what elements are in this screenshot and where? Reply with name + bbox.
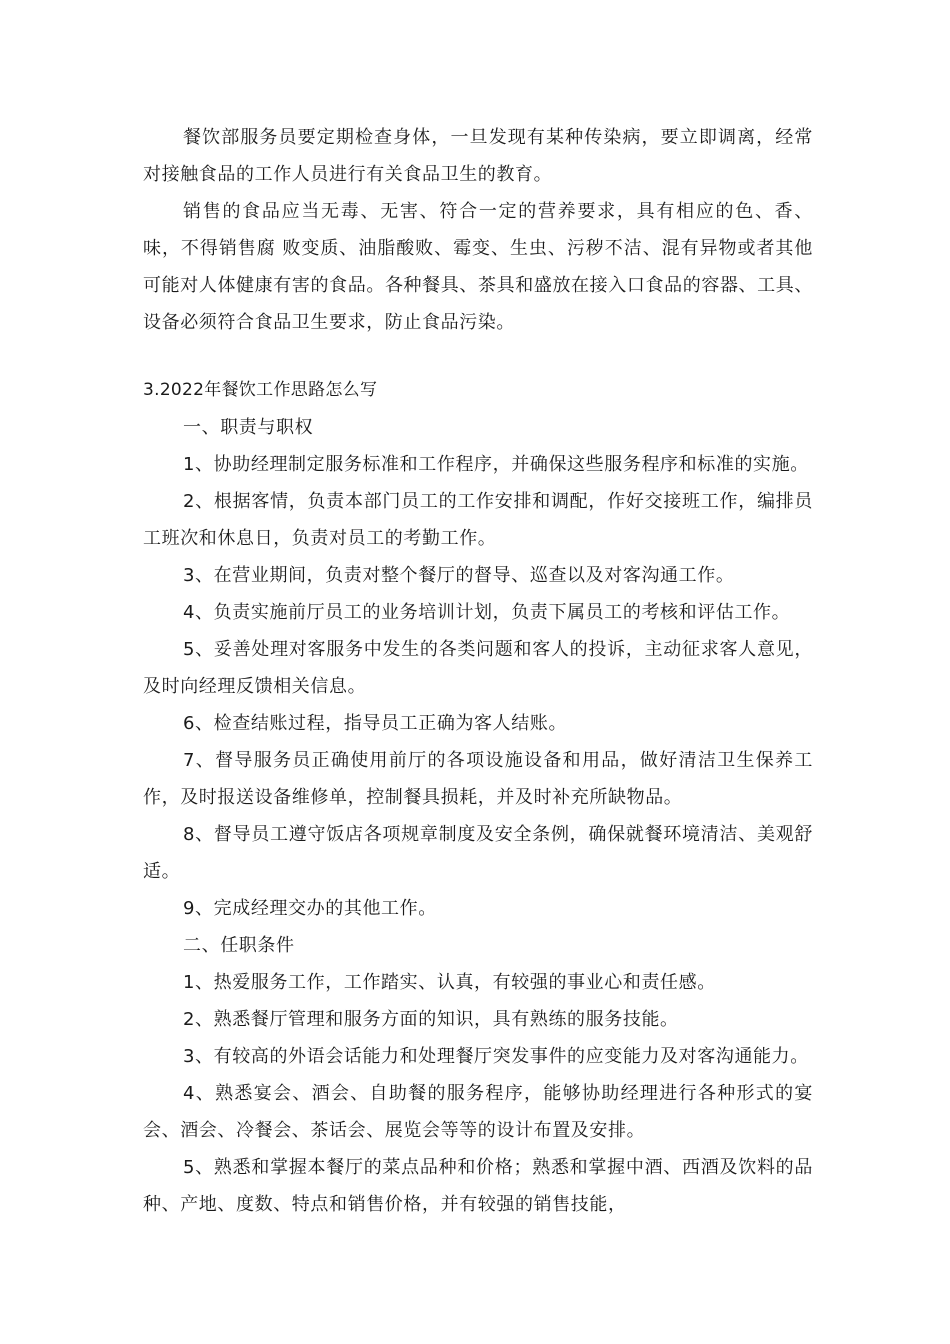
intro-paragraph: 销售的食品应当无毒、无害、符合一定的营养要求，具有相应的色、香、味，不得销售腐 败变质、油脂酸败、霉变、生虫、污秽不洁、混有异物或者其他可能对人体健康有害的食品。各种餐具、茶具和盛放在接入口食品的容器、工具、设备必须符合食品卫生要求，防止食品污染。: [143, 201, 813, 333]
list-item: 4、负责实施前厅员工的业务培训计划，负责下属员工的考核和评估工作。: [183, 602, 791, 623]
list-item: 2、根据客情，负责本部门员工的工作安排和调配，作好交接班工作，编排员工班次和休息日，负责对员工的考勤工作。: [143, 491, 813, 549]
subsection-heading: 一、职责与职权: [183, 417, 314, 438]
list-item: 3、在营业期间，负责对整个餐厅的督导、巡查以及对客沟通工作。: [183, 565, 735, 586]
subsection-heading: 二、任职条件: [183, 935, 295, 956]
list-item: 9、完成经理交办的其他工作。: [183, 898, 437, 919]
list-item: 2、熟悉餐厅管理和服务方面的知识，具有熟练的服务技能。: [183, 1009, 679, 1030]
list-item: 3、有较高的外语会话能力和处理餐厅突发事件的应变能力及对客沟通能力。: [183, 1046, 809, 1067]
list-item: 5、熟悉和掌握本餐厅的菜点品种和价格；熟悉和掌握中酒、西酒及饮料的品种、产地、度数、特点和销售价格，并有较强的销售技能，: [143, 1157, 813, 1215]
list-item: 5、妥善处理对客服务中发生的各类问题和客人的投诉，主动征求客人意见，及时向经理反馈相关信息。: [143, 639, 813, 697]
list-item: 1、协助经理制定服务标准和工作程序，并确保这些服务程序和标准的实施。: [183, 454, 809, 475]
section-title: 3.2022年餐饮工作思路怎么写: [143, 380, 378, 400]
document-body: [143, 119, 813, 1223]
intro-paragraph: 餐饮部服务员要定期检查身体，一旦发现有某种传染病，要立即调离，经常对接触食品的工作人员进行有关食品卫生的教育。: [143, 127, 813, 185]
list-item: 6、检查结账过程，指导员工正确为客人结账。: [183, 713, 568, 734]
list-item: 1、热爱服务工作，工作踏实、认真，有较强的事业心和责任感。: [183, 972, 716, 993]
list-item: 4、熟悉宴会、酒会、自助餐的服务程序，能够协助经理进行各种形式的宴会、酒会、冷餐会、茶话会、展览会等等的设计布置及安排。: [143, 1083, 813, 1141]
list-item: 8、督导员工遵守饭店各项规章制度及安全条例，确保就餐环境清洁、美观舒适。: [143, 824, 813, 882]
list-item: 7、督导服务员正确使用前厅的各项设施设备和用品，做好清洁卫生保养工作，及时报送设备维修单，控制餐具损耗，并及时补充所缺物品。: [143, 750, 813, 808]
